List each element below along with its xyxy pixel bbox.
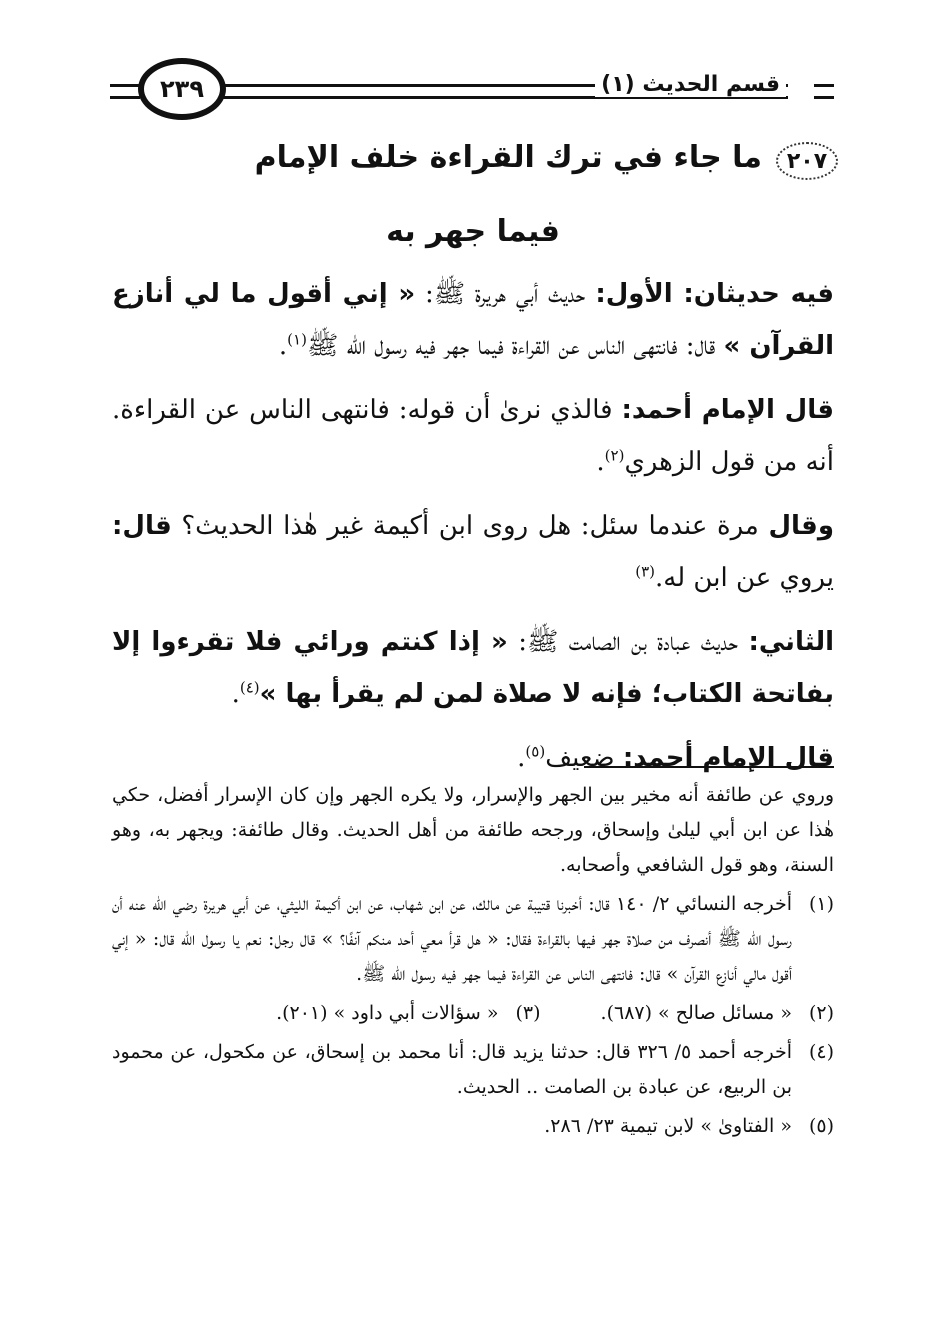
p3-lead2: قال: [112, 511, 172, 541]
paragraph-4: الثاني: حديث عبادة بن الصامت ﷺ: « إذا كنتم ورائي فلا تقرءوا إلا بفاتحة الكتاب؛ فإنه لا صلاة لمن لم يقرأ بها »$^{(٤)}$. [112, 627, 834, 709]
footnote-2 [601, 996, 834, 1031]
footnote-4-marker: (٤) [808, 1041, 834, 1063]
paragraph-3 [112, 500, 834, 604]
p3-text2: يروي عن ابن له. [655, 563, 834, 593]
footnote-continuation: وروي عن طائفة أنه مخير بين الجهر والإسرار، ولا يكره الجهر وإن كان الإسرار أفضل، حكي هٰذا عن ابن أبي ليلىٰ وإسحاق، ورجحه طائفة من أهل الحديث. وقال طائفة: ويجهر به، وهو السنة، وهو قول الشافعي وأصحابه. [112, 784, 834, 876]
p3-text1: مرة عندما سئل: هل روى ابن أكيمة غير هٰذا الحديث؟ [171, 511, 769, 541]
footnote-5 [112, 1109, 834, 1144]
footnote-1 [112, 887, 834, 992]
page-number-oval [138, 58, 226, 120]
chapter-subtitle: فيما جهر به [386, 214, 560, 249]
p4-quote: « إذا كنتم ورائي فلا تقرءوا إلا بفاتحة الكتاب؛ فإنه لا صلاة لمن لم يقرأ بها » [112, 627, 834, 709]
main-text [112, 268, 834, 796]
header-rule-left [110, 84, 140, 99]
p3-lead: وقال [768, 511, 834, 541]
footnotes-2-3 [112, 996, 834, 1031]
footnotes [112, 778, 834, 1148]
footnote-ref-2[interactable]: (٢) [604, 446, 625, 465]
paragraph-1: فيه حديثان: الأول: حديث أبي هريرة ﷺ: « إني أقول ما لي أنازع القرآن » قال: فانتهى الناس عن القراءة فيما جهر فيه رسول الله ﷺ$^{(١)}$. [112, 279, 834, 361]
paragraph-2: قال الإمام أحمد: فالذي نرىٰ أن قوله: فانتهى الناس عن القراءة. أنه من قول الزهري$^{(٢)}$. [112, 395, 834, 477]
p1-lead: فيه حديثان: الأول: [595, 279, 834, 309]
p1-text2: قال: فانتهى الناس عن القراءة فيما جهر فيه رسول الله ﷺ [306, 331, 724, 361]
footnote-ref-4[interactable]: (٤) [239, 678, 260, 697]
page-number: ٢٣٩ [160, 75, 204, 103]
p4-lead: الثاني: [748, 627, 834, 657]
footnote-separator [584, 766, 834, 768]
paragraph-5: قال الإمام أحمد: ضعيف$^{(٥)}$. [517, 742, 834, 773]
footnote-5-marker: (٥) [808, 1115, 834, 1137]
p5-lead: قال الإمام أحمد: [622, 743, 834, 773]
p1-quote: « إني أقول ما لي أنازع القرآن » [112, 279, 834, 361]
p5-text: ضعيف [545, 743, 623, 773]
p4-text1: حديث عبادة بن الصامت ﷺ: [507, 627, 749, 657]
footnote-5-text: « الفتاوىٰ » لابن تيمية ٢٣/ ٢٨٦. [544, 1115, 792, 1137]
running-head: قسم الحديث (١) [595, 72, 786, 97]
footnote-1-marker: (١) [808, 893, 834, 915]
footnote-3 [276, 996, 540, 1031]
p2-text: فالذي نرىٰ أن قوله: فانتهى الناس عن القراءة. أنه من قول الزهري [112, 395, 834, 477]
footnote-3-marker: (٣) [515, 1002, 541, 1024]
footnote-4-text: أخرجه أحمد ٥/ ٣٢٦ قال: حدثنا يزيد قال: أنا محمد بن إسحاق، عن مكحول، عن محمود بن الربيع، عن عبادة بن الصامت .. الحديث. [112, 1041, 792, 1098]
p1-text1: حديث أبي هريرة ﷺ: [415, 279, 596, 309]
footnote-ref-1[interactable]: (١) [287, 330, 307, 349]
footnote-ref-3[interactable]: (٣) [635, 562, 656, 581]
footnote-1-text: أخرجه النسائي ٢/ ١٤٠ قال: أخبرنا قتيبة عن مالك، عن ابن شهاب، عن ابن أكيمة الليثي، عن أبي هريرة رضي الله عنه أن رسول الله ﷺ أنصرف من صلاة جهر فيها بالقراءة فقال: « هل قرأ معي أحد منكم آنفًا؟ » قال رجل: نعم يا رسول الله قال: « إني أقول مالي أنازع القرآن » قال: فانتهى الناس عن القراءة فيما جهر فيه رسول الله ﷺ. [112, 893, 792, 985]
footnote-4 [112, 1035, 834, 1105]
chapter-title: ما جاء في ترك القراءة خلف الإمام [254, 140, 762, 175]
footnote-ref-5[interactable]: (٥) [525, 742, 546, 761]
footnote-3-text: « سؤالات أبي داود » (٢٠١). [276, 1002, 499, 1024]
chapter-number-badge [776, 142, 838, 180]
p2-lead: قال الإمام أحمد: [621, 395, 834, 425]
footnote-2-marker: (٢) [808, 1002, 834, 1024]
chapter-number: ٢٠٧ [786, 148, 828, 174]
footnote-2-text: « مسائل صالح » (٦٨٧). [600, 1002, 792, 1024]
header-rule-right [814, 84, 834, 99]
